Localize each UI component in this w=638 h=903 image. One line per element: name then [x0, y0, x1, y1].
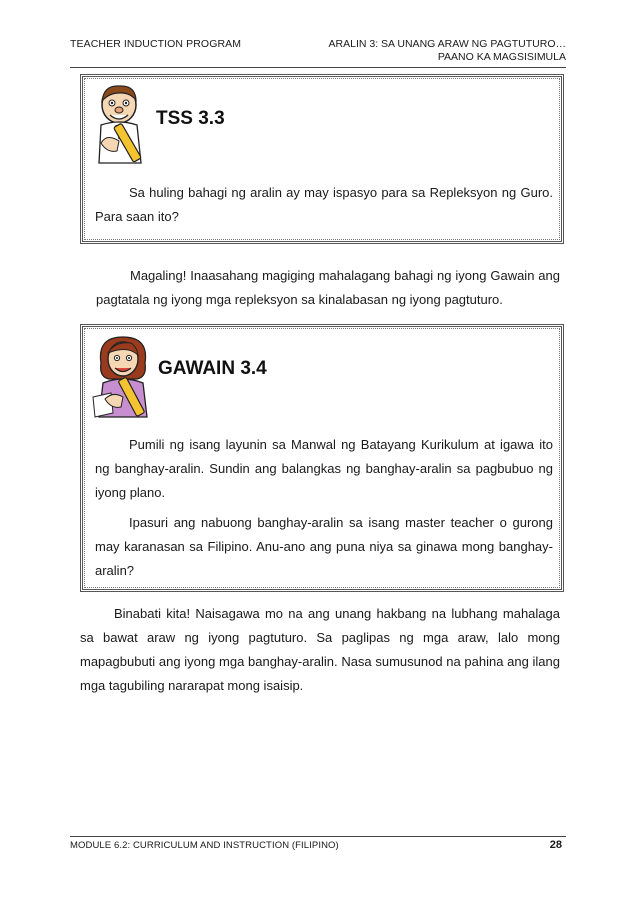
male-teacher-pencil-icon — [89, 83, 153, 170]
gawain-box — [80, 324, 564, 592]
paragraph-binabati: Binabati kita! Naisagawa mo na ang unang hakbang na lubhang mahalaga sa bawat araw ng iyong pagtuturo. Sa paglipas ng mga araw, lalo mong mapagbubuti ang iyong mga banghay-aralin. Nasa sumusunod na pahina ang ilang mga tagubiling nararapat mong isaisip. — [80, 606, 560, 693]
gawain-text-2: Ipasuri ang nabuong banghay-aralin sa isang master teacher o gurong may karanasan sa Filipino. Anu-ano ang puna niya sa ginawa mong banghay-aralin? — [95, 515, 553, 578]
footer-module-title: MODULE 6.2: CURRICULUM AND INSTRUCTION (FILIPINO) — [70, 840, 339, 851]
female-teacher-pencil-icon — [91, 333, 155, 424]
tss-title: TSS 3.3 — [156, 108, 225, 129]
gawain-title: GAWAIN 3.4 — [158, 358, 267, 379]
paragraph-magaling: Magaling! Inaasahang magiging mahalagang bahagi ng iyong Gawain ang pagtatala ng iyong mga repleksyon sa kinalabasan ng iyong pagtuturo. — [96, 268, 560, 307]
header-lesson-line1: ARALIN 3: SA UNANG ARAW NG PAGTUTURO… — [328, 38, 566, 50]
gawain-text-1: Pumili ng isang layunin sa Manwal ng Batayang Kurikulum at igawa ito ng banghay-aralin. Sundin ang balangkas ng banghay-aralin sa pagbubuo ng iyong plano. — [95, 437, 553, 500]
page-number: 28 — [549, 839, 562, 851]
header-program-title: TEACHER INDUCTION PROGRAM — [70, 38, 242, 50]
header-divider — [70, 67, 566, 68]
footer-divider — [70, 836, 566, 837]
tss-box — [80, 74, 564, 244]
tss-text: Sa huling bahagi ng aralin ay may ispasyo para sa Repleksyon ng Guro. Para saan ito? — [95, 185, 553, 224]
header-lesson-line2: PAANO KA MAGSISIMULA — [437, 51, 566, 63]
header-lesson-title — [329, 38, 566, 64]
